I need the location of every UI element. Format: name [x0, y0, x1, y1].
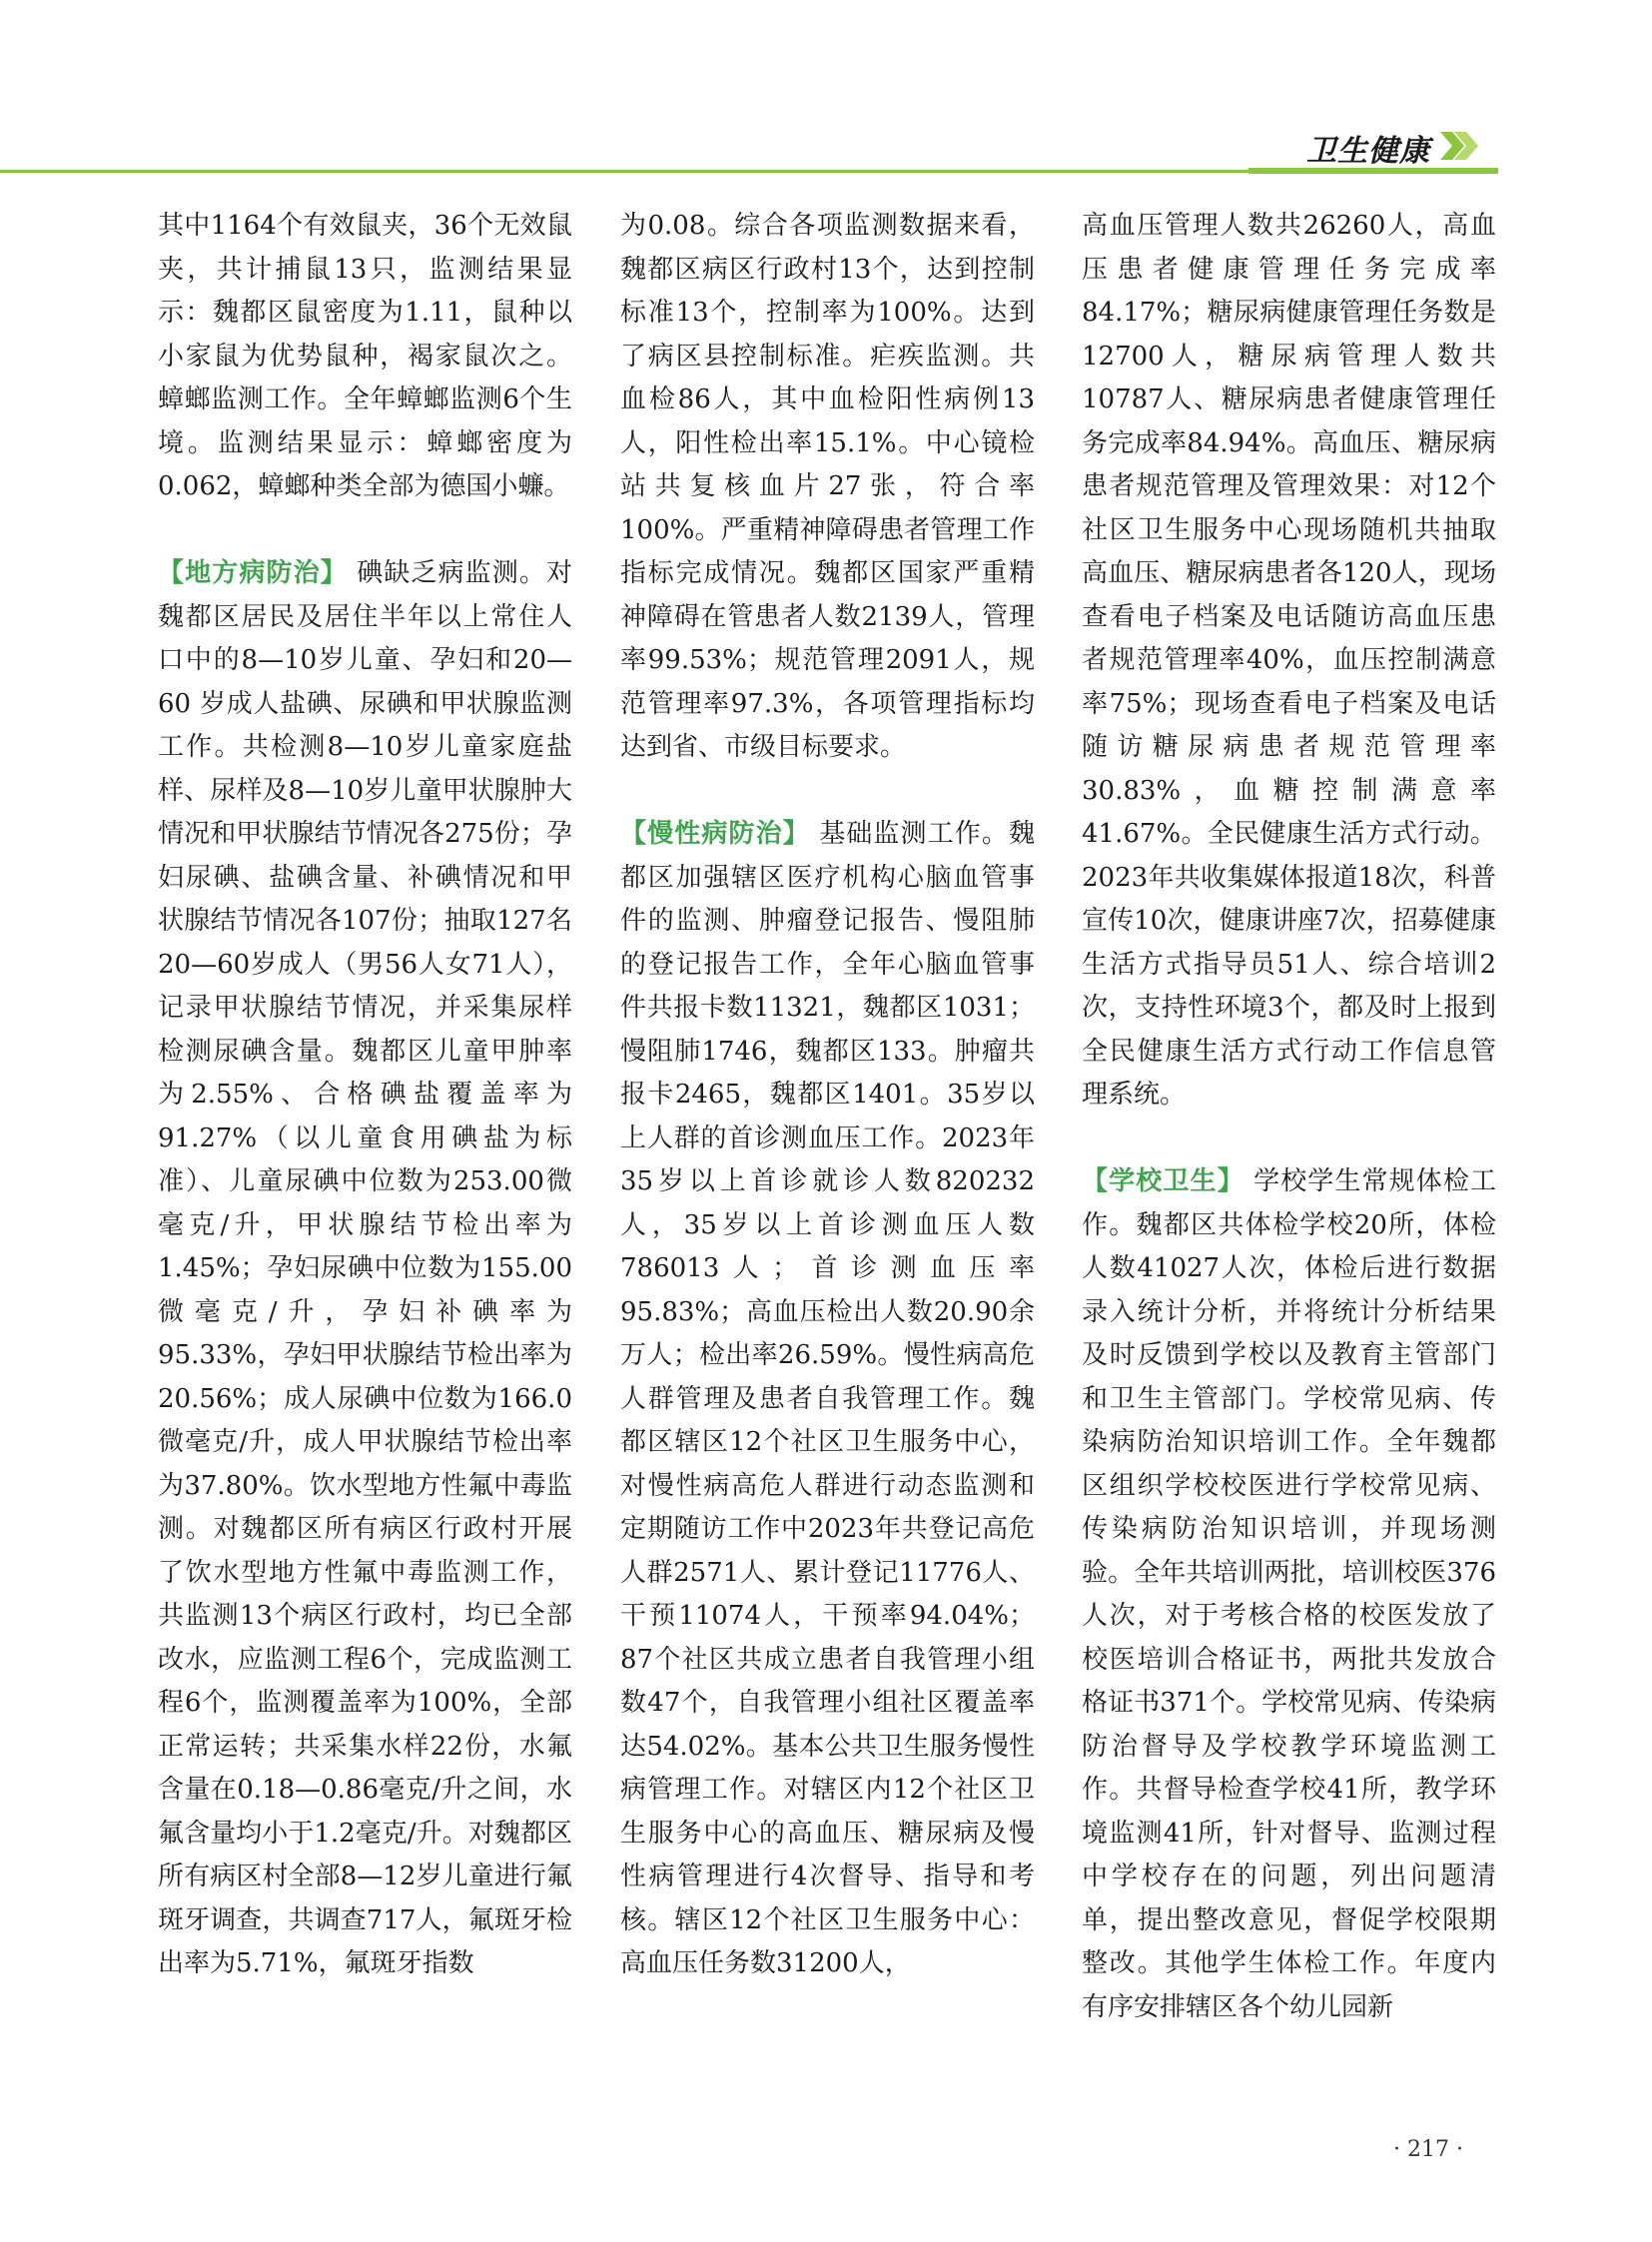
- paragraph: [620, 813, 1035, 1986]
- text-column-2: [620, 205, 1035, 1986]
- paragraph-body: 基础监测工作。魏都区加强辖区医疗机构心脑血管事件的监测、肿瘤登记报告、慢阻肺的登记报告工作，全年心脑血管事件共报卡数11321，魏都区1031；慢阻肺1746，魏都区133。肿瘤共报卡2465，魏都区1401。35岁以上人群的首诊测血压工作。2023年35岁以上首诊就诊人数820232人，35岁以上首诊测血压人数786013人；首诊测血压率95.83%；高血压检出人数20.90余万人；检出率26.59%。慢性病高危人群管理及患者自我管理工作。魏都区辖区12个社区卫生服务中心，对慢性病高危人群进行动态监测和定期随访工作中2023年共登记高危人群2571人、累计登记11776人、干预11074人，干预率94.04%；87个社区共成立患者自我管理小组数47个，自我管理小组社区覆盖率达54.02%。基本公共卫生服务慢性病管理工作。对辖区内12个社区卫生服务中心的高血压、糖尿病及慢性病管理进行4次督导、指导和考核。辖区12个社区卫生服务中心：高血压任务数31200人，: [620, 819, 1035, 1978]
- paragraph: 为0.08。综合各项监测数据来看，魏都区病区行政村13个，达到控制标准13个，控制率为100%。达到了病区县控制标准。疟疾监测。共血检86人，其中血检阳性病例13人，阳性检出率15.1%。中心镜检站共复核血片27张，符合率100%。严重精神障碍患者管理工作指标完成情况。魏都区国家严重精神障碍在管患者人数2139人，管理率99.53%；规范管理2091人，规范管理率97.3%，各项管理指标均达到省、市级目标要求。: [620, 211, 1035, 762]
- paragraph: 其中1164个有效鼠夹，36个无效鼠夹，共计捕鼠13只，监测结果显示：魏都区鼠密度为1.11，鼠种以小家鼠为优势鼠种，褐家鼠次之。蟑螂监测工作。全年蟑螂监测6个生境。监测结果显示：蟑螂密度为0.062，蟑螂种类全部为德国小蠊。: [158, 211, 572, 501]
- section-heading-chronic-disease: 【慢性病防治】: [620, 819, 810, 849]
- paragraph: 高血压管理人数共26260人，高血压患者健康管理任务完成率84.17%；糖尿病健康管理任务数是12700人，糖尿病管理人数共10787人、糖尿病患者健康管理任务完成率84.94%。高血压、糖尿病患者规范管理及管理效果：对12个社区卫生服务中心现场随机共抽取高血压、糖尿病患者各120人，现场查看电子档案及电话随访高血压患者规范管理率40%，血压控制满意率75%；现场查看电子档案及电话随访糖尿病患者规范管理率30.83%，血糖控制满意率41.67%。全民健康生活方式行动。2023年共收集媒体报道18次，科普宣传10次，健康讲座7次，招募健康生活方式指导员51人、综合培训2次，支持性环境3个，都及时上报到全民健康生活方式行动工作信息管理系统。: [1082, 211, 1496, 1110]
- section-title: 卫生健康: [1306, 134, 1430, 169]
- double-chevron-right-icon: [1438, 130, 1480, 162]
- section-heading-school-health: 【学校卫生】: [1082, 1166, 1244, 1196]
- paragraph-body: 学校学生常规体检工作。魏都区共体检学校20所，体检人数41027人次，体检后进行数据录入统计分析，并将统计分析结果及时反馈到学校以及教育主管部门和卫生主管部门。学校常见病、传染病防治知识培训工作。全年魏都区组织学校校医进行学校常见病、传染病防治知识培训，并现场测验。全年共培训两批，培训校医376人次，对于考核合格的校医发放了校医培训合格证书，两批共发放合格证书371个。学校常见病、传染病防治督导及学校教学环境监测工作。共督导检查学校41所，教学环境监测41所，针对督导、监测过程中学校存在的问题，列出问题清单，提出整改意见，督促学校限期整改。其他学生体检工作。年度内有序安排辖区各个幼儿园新: [1082, 1166, 1496, 2022]
- section-heading-endemic-disease: 【地方病防治】: [158, 558, 348, 588]
- paragraph-body: 碘缺乏病监测。对魏都区居民及居住半年以上常住人口中的8—10岁儿童、孕妇和20—60 岁成人盐碘、尿碘和甲状腺监测工作。共检测8—10岁儿童家庭盐样、尿样及8—10岁儿童甲状腺肿大情况和甲状腺结节情况各275份；孕妇尿碘、盐碘含量、补碘情况和甲状腺结节情况各107份；抽取127名20—60岁成人（男56人女71人），记录甲状腺结节情况，并采集尿样检测尿碘含量。魏都区儿童甲肿率为2.55%、合格碘盐覆盖率为91.27%（以儿童食用碘盐为标准）、儿童尿碘中位数为253.00微毫克/升，甲状腺结节检出率为1.45%；孕妇尿碘中位数为155.00微毫克/升，孕妇补碘率为95.33%，孕妇甲状腺结节检出率为20.56%；成人尿碘中位数为166.0微毫克/升，成人甲状腺结节检出率为37.80%。饮水型地方性氟中毒监测。对魏都区所有病区行政村开展了饮水型地方性氟中毒监测工作，共监测13个病区行政村，均已全部改水，应监测工程6个，完成监测工程6个，监测覆盖率为100%，全部正常运转；共采集水样22份，水氟含量在0.18—0.86毫克/升之间，水氟含量均小于1.2毫克/升。对魏都区所有病区村全部8—12岁儿童进行氟斑牙调查，共调查717人，氟斑牙检出率为5.71%，氟斑牙指数: [158, 558, 572, 1978]
- text-column-3: [1082, 205, 1496, 2029]
- paragraph: [1082, 1160, 1496, 2029]
- paragraph: [158, 552, 572, 1986]
- page-number: · 217 ·: [1393, 2137, 1463, 2162]
- text-column-1: [158, 205, 572, 1986]
